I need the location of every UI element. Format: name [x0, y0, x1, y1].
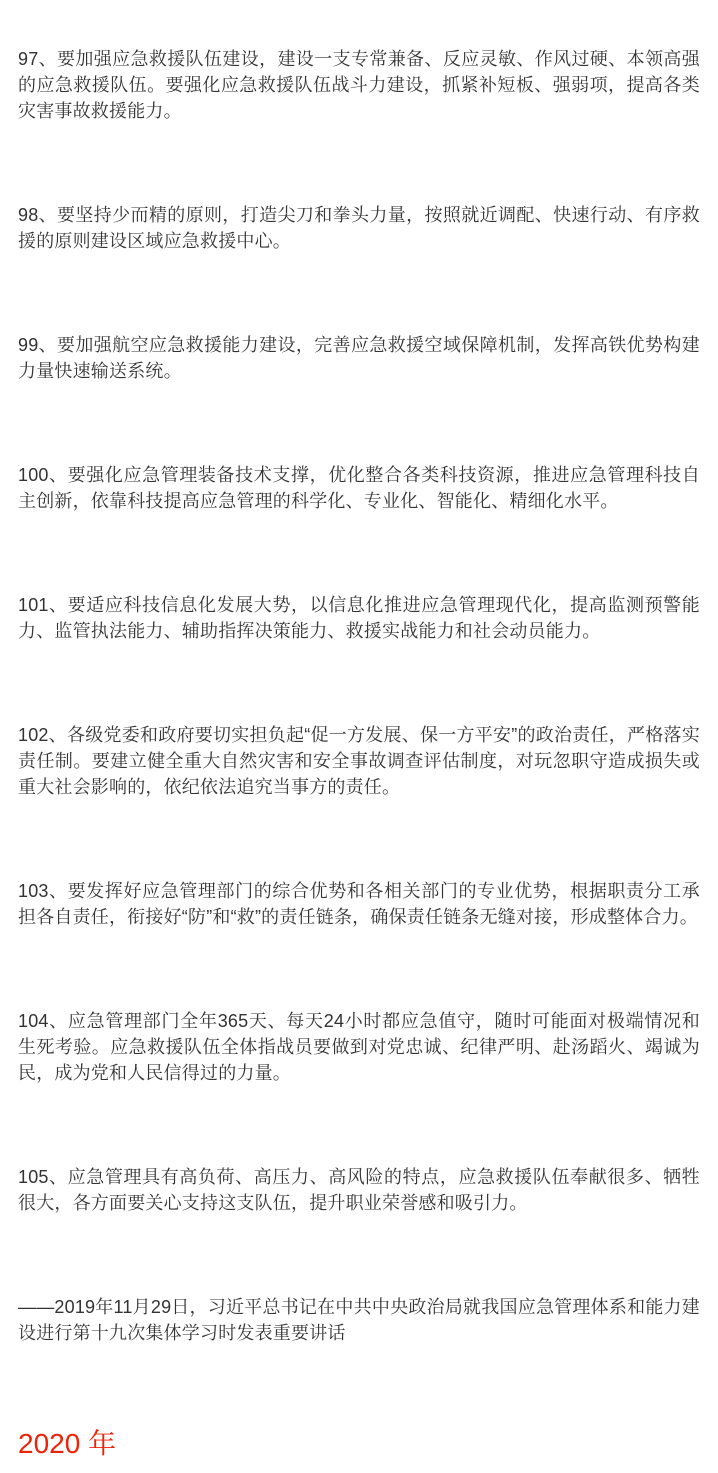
year-section-heading: 2020 年 — [18, 1428, 117, 1459]
article-paragraph-99: 99、要加强航空应急救援能力建设，完善应急救援空域保障机制，发挥高铁优势构建力量快速输送系统。 — [18, 335, 700, 381]
attribution-line: ——2019年11月29日，习近平总书记在中共中央政治局就我国应急管理体系和能力建设进行第十九次集体学习时发表重要讲话 — [18, 1297, 700, 1343]
article-paragraph-105: 105、应急管理具有高负荷、高压力、高风险的特点，应急救援队伍奉献很多、牺牲很大，各方面要关心支持这支队伍，提升职业荣誉感和吸引力。 — [18, 1167, 700, 1213]
article-paragraph-101: 101、要适应科技信息化发展大势，以信息化推进应急管理现代化，提高监测预警能力、监管执法能力、辅助指挥决策能力、救援实战能力和社会动员能力。 — [18, 595, 700, 641]
article-paragraph-103: 103、要发挥好应急管理部门的综合优势和各相关部门的专业优势，根据职责分工承担各自责任，衔接好“防”和“救”的责任链条，确保责任链条无缝对接，形成整体合力。 — [18, 881, 700, 927]
article-paragraph-97: 97、要加强应急救援队伍建设，建设一支专常兼备、反应灵敏、作风过硬、本领高强的应急救援队伍。要强化应急救援队伍战斗力建设，抓紧补短板、强弱项，提高各类灾害事故救援能力。 — [18, 49, 700, 121]
article-paragraph-104: 104、应急管理部门全年365天、每天24小时都应急值守，随时可能面对极端情况和生死考验。应急救援队伍全体指战员要做到对党忠诚、纪律严明、赴汤蹈火、竭诚为民，成为党和人民信得过的力量。 — [18, 1011, 700, 1083]
article-paragraph-98: 98、要坚持少而精的原则，打造尖刀和拳头力量，按照就近调配、快速行动、有序救援的原则建设区域应急救援中心。 — [18, 205, 700, 251]
article-paragraph-100: 100、要强化应急管理装备技术支撑，优化整合各类科技资源，推进应急管理科技自主创新，依靠科技提高应急管理的科学化、专业化、智能化、精细化水平。 — [18, 465, 700, 511]
article-paragraph-102: 102、各级党委和政府要切实担负起“促一方发展、保一方平安”的政治责任，严格落实责任制。要建立健全重大自然灾害和安全事故调查评估制度，对玩忽职守造成损失或重大社会影响的，依纪依法追究当事方的责任。 — [18, 725, 700, 797]
